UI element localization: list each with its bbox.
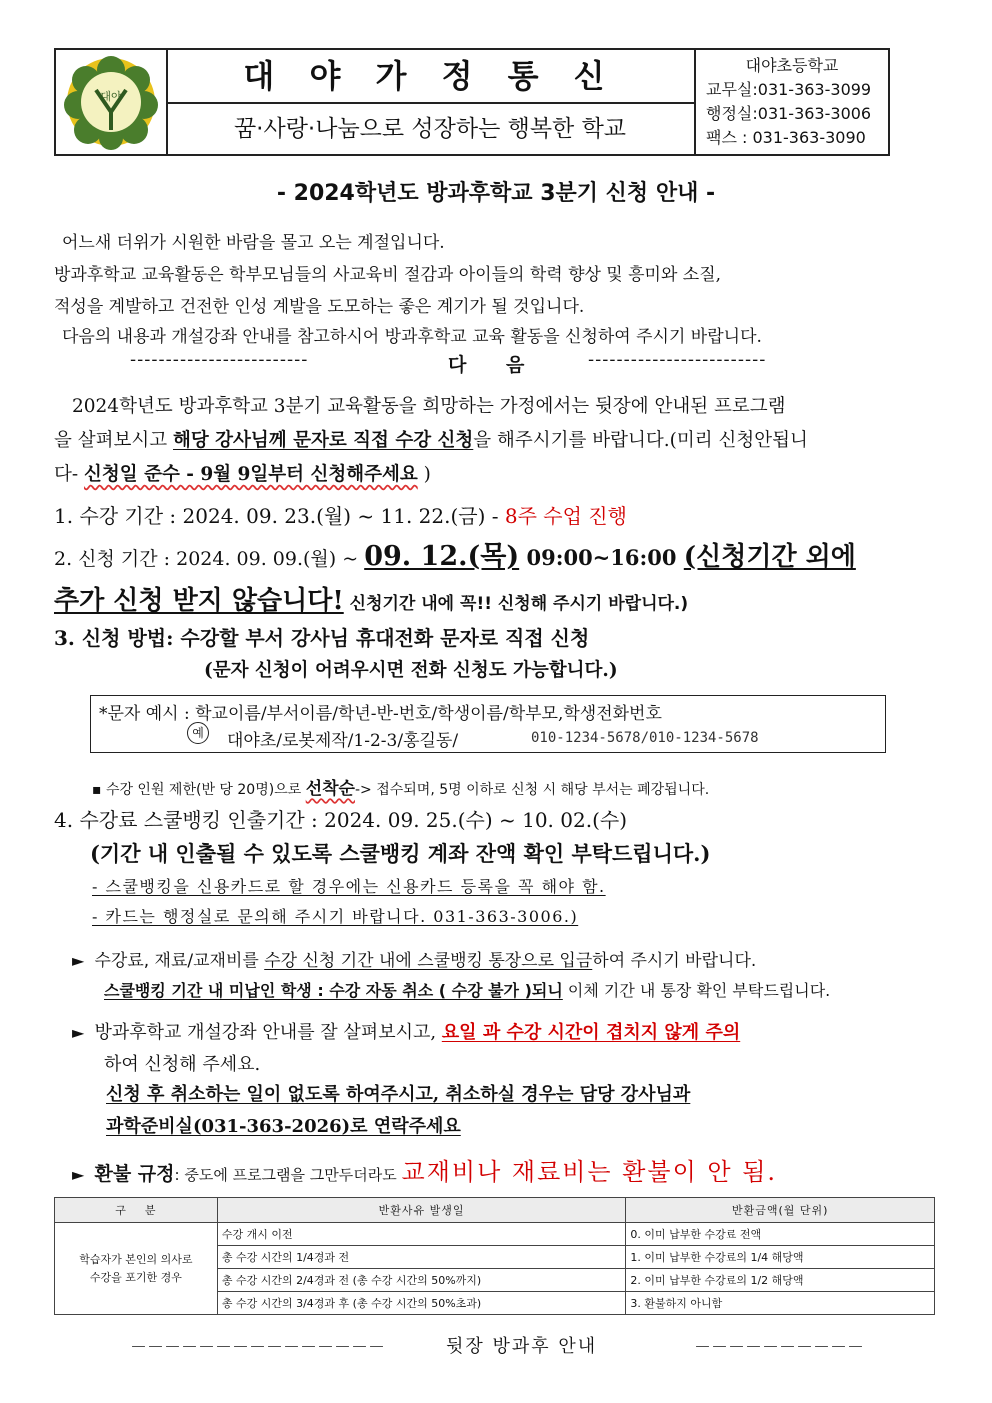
item-4-sub: (기간 내 인출될 수 있도록 스쿨뱅킹 계좌 잔액 확인 부탁드립니다.) [90,841,711,866]
para-text: ) [417,464,431,485]
refund-reason-cell: 총 수강 시간의 3/4경과 후 (총 수강 시간의 50%초과) [217,1292,626,1315]
footer-next-page: 뒷장 방과후 안내 [446,1336,598,1357]
bullet-2-line-4: 과학준비실(031-363-2026)로 연락주세요 [106,1116,461,1137]
bullet-1-unpaid-warning: 스쿨뱅킹 기간 내 미납인 학생 : 수강 자동 취소 ( 수강 불가 )되니 [104,981,563,1000]
item-4-note-2: - 카드는 행정실로 문의해 주시기 바랍니다. 031-363-3006.) [92,907,579,926]
intro-line-3: 적성을 계발하고 건전한 인성 계발을 도모하는 좋은 계기가 될 것입니다. [54,297,585,317]
sms-example-value: 대야초/로봇제작/1-2-3/홍길동/ [227,731,459,751]
bullet-1-line-2 [104,978,830,1001]
item-1-highlight: 8주 수업 진행 [504,504,627,528]
notice-title: - 2024학년도 방과후학교 3분기 신청 안내 - [276,181,716,206]
table-header-row [55,1198,935,1223]
refund-reason-cell: 수강 개시 이전 [217,1223,626,1246]
example-mark-icon: 예 [187,722,209,744]
bullet-1-text: 이체 기간 내 통장 확인 부탁드립니다. [562,981,831,1000]
intro-line-2: 방과후학교 교육활동은 학부모님들의 사교육비 절감과 아이들의 학력 향상 및 흥미와 소질, [54,265,722,285]
para-line-1: 2024학년도 방과후학교 3분기 교육활동을 희망하는 가정에서는 뒷장에 안내된 프로그램 [72,396,786,417]
item-3-sub: (문자 신청이 어려우시면 전화 신청도 가능합니다.) [204,660,618,681]
refund-policy-warning: 교재비나 재료비는 환불이 안 됨. [401,1158,778,1186]
school-logo [56,50,166,154]
para-line-3 [54,460,431,486]
item-3-method: 3. 신청 방법: 수강할 부서 강사님 휴대전화 문자로 직접 신청 [54,626,590,650]
item-4-withdrawal: 4. 수강료 스쿨뱅킹 인출기간 : 2024. 09. 25.(수) ~ 10. 02.(수) [54,808,628,832]
item-2-period [54,534,856,573]
sms-example-label: *문자 예시 : 학교이름/부서이름/학년-반-번호/학생이름/학부모,학생전화번호 [99,704,662,724]
refund-amount-cell: 3. 환불하지 아니함 [626,1292,935,1315]
item-2-warning: (신청기간 외에 [683,542,856,572]
para-text: 을 살펴보시고 [54,430,173,451]
refund-amount-cell: 0. 이미 납부한 수강료 전액 [626,1223,935,1246]
bullet-2-text: 방과후학교 개설강좌 안내를 잘 살펴보시고, [94,1022,442,1043]
fax-number: 팩스 : 031-363-3090 [706,128,866,147]
item-2-time: 09:00~16:00 [519,545,684,570]
bullet-1-emphasis: 수강 신청 기간 내에 스쿨뱅킹 통장으로 입금 [264,951,593,971]
refund-amount-cell: 1. 이미 납부한 수강료의 1/4 해당액 [626,1246,935,1269]
refund-category-line: 학습자가 본인의 의사로 [79,1252,193,1266]
item-1-label: 1. 수강 기간 : 2024. 09. 23.(월) ~ 11. 22.(금) - [54,504,505,528]
bullet-2-line-2: 하여 신청해 주세요. [104,1054,261,1075]
refund-policy-label: 환불 규정 [94,1163,175,1185]
school-logo-cell [56,50,168,154]
footer-right-rule: －－－－－－－－－－ [694,1338,864,1358]
divider-right: ------------------------- [588,350,767,370]
staff-room-phone: 교무실:031-363-3099 [706,80,872,99]
logo-text: 대야 [100,90,122,103]
first-come-label: 선착순 [305,779,355,799]
table-row [55,1223,935,1246]
bullet-arrow-icon: ► [72,1165,85,1184]
para-text: 다- [54,464,85,485]
school-contacts [696,54,888,150]
refund-reason-cell: 총 수강 시간의 2/4경과 전 (총 수강 시간의 50%까지) [217,1269,626,1292]
bullet-arrow-icon: ► [72,951,85,970]
item-2-tail: 신청기간 내에 꼭!! 신청해 주시기 바랍니다.) [343,594,689,614]
sms-example-phone: 010-1234-5678/010-1234-5678 [531,730,759,746]
item-4-note-1: - 스쿨뱅킹을 신용카드로 할 경우에는 신용카드 등록을 꼭 해야 함. [92,877,606,896]
school-name: 대야초등학교 [745,56,839,75]
intro-line-1: 어느새 더위가 시원한 바람을 몰고 오는 계절입니다. [62,233,445,253]
bullet-2 [72,1018,740,1044]
para-line-2 [54,426,808,452]
divider-left: ------------------------- [130,350,309,370]
capacity-text: ▪ 수강 인원 제한(반 당 20명)으로 [92,782,306,798]
refund-reason-cell: 총 수강 시간의 1/4경과 전 [217,1246,626,1269]
header-title-block [166,50,696,154]
bullet-1-text: 하여 주시기 바랍니다. [592,951,757,971]
bullet-arrow-icon: ► [72,1023,85,1042]
table-header: 반환사유 발생일 [217,1198,626,1223]
intro-line-4: 다음의 내용과 개설강좌 안내를 참고하시어 방과후학교 교육 활동을 신청하여 주시기 바랍니다. [62,327,762,347]
bullet-3 [72,1152,777,1187]
para-emphasis: 해당 강사님께 문자로 직접 수강 신청 [173,430,474,451]
capacity-note [92,774,709,799]
refund-category-line: 수강을 포기한 경우 [89,1270,182,1284]
table-header: 구 분 [55,1198,218,1223]
item-2-label: 2. 신청 기간 : 2024. 09. 09.(월) ~ [54,548,365,570]
school-slogan: 꿈·사랑·나눔으로 성장하는 행복한 학교 [233,116,627,142]
item-2-deadline: 09. 12.(목) [364,541,520,572]
table-header: 반환금액(월 단위) [626,1198,935,1223]
para-text: 을 해주시기를 바랍니다.(미리 신청안됩니 [473,430,808,451]
refund-policy-text: : 중도에 프로그램을 그만두더라도 [174,1166,402,1184]
item-2-warning-2: 추가 신청 받지 않습니다! [54,586,344,616]
sms-example-box [90,695,886,753]
item-2-warning-line [54,580,688,617]
divider-center: 다 음 [448,354,525,376]
refund-amount-cell: 2. 이미 납부한 수강료의 1/2 해당액 [626,1269,935,1292]
bullet-2-line-3: 신청 후 취소하는 일이 없도록 하여주시고, 취소하실 경우는 담당 강사님과 [106,1084,691,1105]
item-1-period [54,500,627,529]
admin-office-phone: 행정실:031-363-3006 [706,104,872,123]
bullet-1 [72,946,756,971]
para-deadline-note: 신청일 준수 - 9월 9일부터 신청해주세요 [84,464,418,485]
newsletter-title: 대 야 가 정 통 신 [166,50,694,104]
refund-table [54,1197,935,1315]
refund-category-cell [55,1223,218,1315]
footer-left-rule: －－－－－－－－－－－－－－－ [130,1338,385,1358]
bullet-1-text: 수강료, 재료/교재비를 [94,951,265,971]
bullet-2-warning: 요일 과 수강 시간이 겹치지 않게 주의 [441,1022,741,1043]
capacity-text: -> 접수되며, 5명 이하로 신청 시 해당 부서는 폐강됩니다. [354,782,710,798]
newsletter-header [54,48,890,156]
